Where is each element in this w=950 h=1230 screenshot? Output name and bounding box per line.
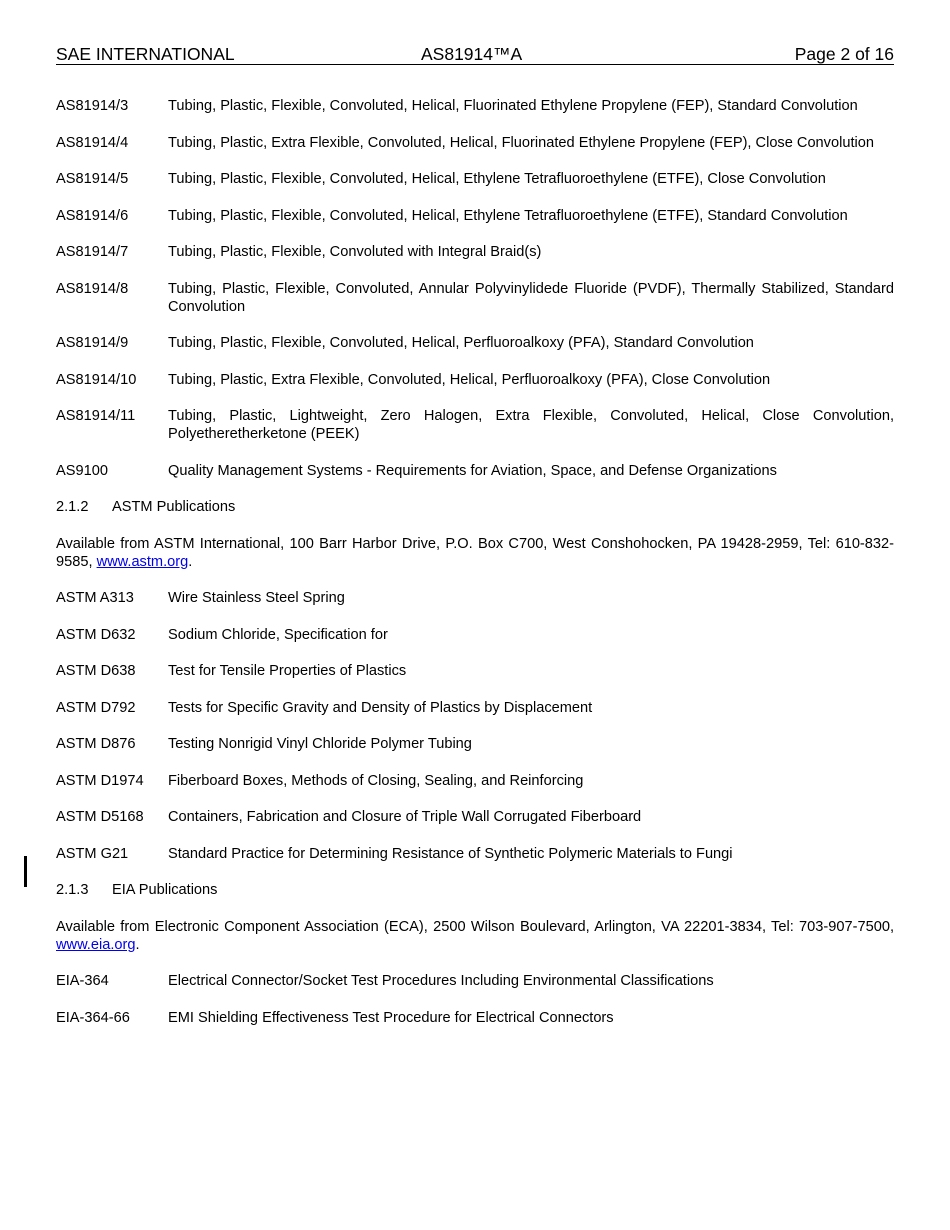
reference-code: ASTM D632 bbox=[56, 626, 136, 643]
reference-entry bbox=[56, 1009, 894, 1027]
reference-code: ASTM G21 bbox=[56, 845, 129, 862]
reference-code: AS81914/10 bbox=[56, 371, 137, 388]
reference-title: Tubing, Plastic, Flexible, Convoluted, Helical, Ethylene Tetrafluoroethylene (ETFE), Close Convolution bbox=[168, 171, 826, 187]
section-number: 2.1.3 bbox=[56, 882, 89, 898]
reference-code: AS9100 bbox=[56, 462, 108, 479]
eia-reference-list bbox=[56, 972, 894, 1027]
reference-code: AS81914/9 bbox=[56, 335, 129, 351]
reference-code: AS81914/8 bbox=[56, 280, 129, 297]
document-body bbox=[56, 97, 894, 1045]
reference-title: Standard Practice for Determining Resistance of Synthetic Polymeric Materials to Fungi bbox=[168, 845, 733, 862]
section-title: EIA Publications bbox=[112, 882, 218, 898]
reference-entry bbox=[56, 699, 894, 717]
eia-availability-paragraph bbox=[56, 918, 894, 954]
reference-title: Testing Nonrigid Vinyl Chloride Polymer Tubing bbox=[168, 736, 472, 752]
availability-text: Available from ASTM International, 100 Barr Harbor Drive, P.O. Box C700, West Conshohocken, PA 19428-2959, Tel: 610-832-9585, bbox=[56, 535, 894, 570]
astm-availability-paragraph bbox=[56, 535, 894, 571]
reference-code: ASTM D5168 bbox=[56, 809, 144, 825]
reference-entry bbox=[56, 280, 894, 316]
reference-code: AS81914/6 bbox=[56, 207, 129, 224]
reference-entry bbox=[56, 207, 894, 225]
reference-entry bbox=[56, 808, 894, 826]
reference-code: EIA-364-66 bbox=[56, 1009, 130, 1026]
availability-end: . bbox=[188, 553, 193, 570]
reference-title: Sodium Chloride, Specification for bbox=[168, 626, 388, 643]
reference-title: EMI Shielding Effectiveness Test Procedure for Electrical Connectors bbox=[168, 1009, 614, 1026]
astm-website-link[interactable]: www.astm.org bbox=[96, 553, 189, 570]
revision-change-bar bbox=[24, 856, 27, 887]
page-header bbox=[56, 44, 894, 65]
reference-entry bbox=[56, 371, 894, 389]
reference-code: ASTM D638 bbox=[56, 663, 136, 679]
reference-entry bbox=[56, 462, 894, 480]
reference-entry bbox=[56, 772, 894, 790]
reference-entry bbox=[56, 589, 894, 607]
astm-section-heading bbox=[56, 498, 894, 516]
reference-entry bbox=[56, 170, 894, 188]
reference-entry bbox=[56, 845, 894, 863]
reference-title: Tubing, Plastic, Flexible, Convoluted, Helical, Perfluoroalkoxy (PFA), Standard Convolution bbox=[168, 335, 754, 351]
reference-title: Tubing, Plastic, Flexible, Convoluted with Integral Braid(s) bbox=[168, 244, 542, 260]
reference-entry bbox=[56, 972, 894, 990]
reference-title: Tubing, Plastic, Flexible, Convoluted, Annular Polyvinylidede Fluoride (PVDF), Thermally Stabilized, Standard Convolution bbox=[168, 280, 894, 315]
reference-code: ASTM D792 bbox=[56, 699, 136, 716]
reference-title: Tests for Specific Gravity and Density of Plastics by Displacement bbox=[168, 699, 593, 716]
reference-entry bbox=[56, 134, 894, 152]
availability-end: . bbox=[135, 936, 140, 953]
reference-code: ASTM D876 bbox=[56, 736, 136, 752]
reference-title: Wire Stainless Steel Spring bbox=[168, 590, 345, 606]
reference-title: Electrical Connector/Socket Test Procedures Including Environmental Classifications bbox=[168, 973, 714, 989]
reference-entry bbox=[56, 97, 894, 115]
reference-title: Tubing, Plastic, Lightweight, Zero Halogen, Extra Flexible, Convoluted, Helical, Close Convolution, Polyetheretherketone (PEEK) bbox=[168, 408, 894, 442]
eia-section-heading bbox=[56, 881, 894, 899]
reference-code: AS81914/4 bbox=[56, 134, 129, 151]
reference-entry bbox=[56, 243, 894, 261]
reference-title: Quality Management Systems - Requirements for Aviation, Space, and Defense Organizations bbox=[168, 462, 777, 479]
reference-title: Tubing, Plastic, Flexible, Convoluted, Helical, Fluorinated Ethylene Propylene (FEP), Standard Convolution bbox=[168, 98, 858, 114]
eia-website-link[interactable]: www.eia.org bbox=[56, 936, 136, 953]
as-reference-list bbox=[56, 97, 894, 480]
reference-entry bbox=[56, 334, 894, 352]
reference-entry bbox=[56, 662, 894, 680]
reference-title: Test for Tensile Properties of Plastics bbox=[168, 663, 407, 679]
page-number: Page 2 of 16 bbox=[794, 44, 894, 64]
reference-title: Tubing, Plastic, Flexible, Convoluted, Helical, Ethylene Tetrafluoroethylene (ETFE), Standard Convolution bbox=[168, 207, 848, 224]
astm-reference-list bbox=[56, 589, 894, 863]
reference-entry bbox=[56, 735, 894, 753]
reference-code: AS81914/5 bbox=[56, 171, 129, 187]
reference-code: AS81914/7 bbox=[56, 244, 129, 260]
reference-code: AS81914/3 bbox=[56, 98, 129, 114]
reference-title: Tubing, Plastic, Extra Flexible, Convoluted, Helical, Perfluoroalkoxy (PFA), Close Convolution bbox=[168, 371, 771, 388]
reference-title: Fiberboard Boxes, Methods of Closing, Sealing, and Reinforcing bbox=[168, 772, 584, 789]
reference-title: Containers, Fabrication and Closure of Triple Wall Corrugated Fiberboard bbox=[168, 809, 642, 825]
reference-code: ASTM A313 bbox=[56, 590, 134, 606]
org-name: SAE INTERNATIONAL bbox=[56, 44, 235, 64]
reference-code: EIA-364 bbox=[56, 973, 109, 989]
reference-entry bbox=[56, 407, 894, 443]
section-number: 2.1.2 bbox=[56, 499, 89, 515]
reference-code: ASTM D1974 bbox=[56, 772, 144, 789]
section-title: ASTM Publications bbox=[112, 499, 236, 515]
reference-code: AS81914/11 bbox=[56, 408, 136, 424]
reference-entry bbox=[56, 626, 894, 644]
availability-text: Available from Electronic Component Association (ECA), 2500 Wilson Boulevard, Arlington, VA 22201-3834, Tel: 703-907-7500, bbox=[56, 918, 894, 935]
document-number: AS81914™A bbox=[421, 44, 523, 64]
reference-title: Tubing, Plastic, Extra Flexible, Convoluted, Helical, Fluorinated Ethylene Propylene (FEP), Close Convolution bbox=[168, 134, 874, 151]
